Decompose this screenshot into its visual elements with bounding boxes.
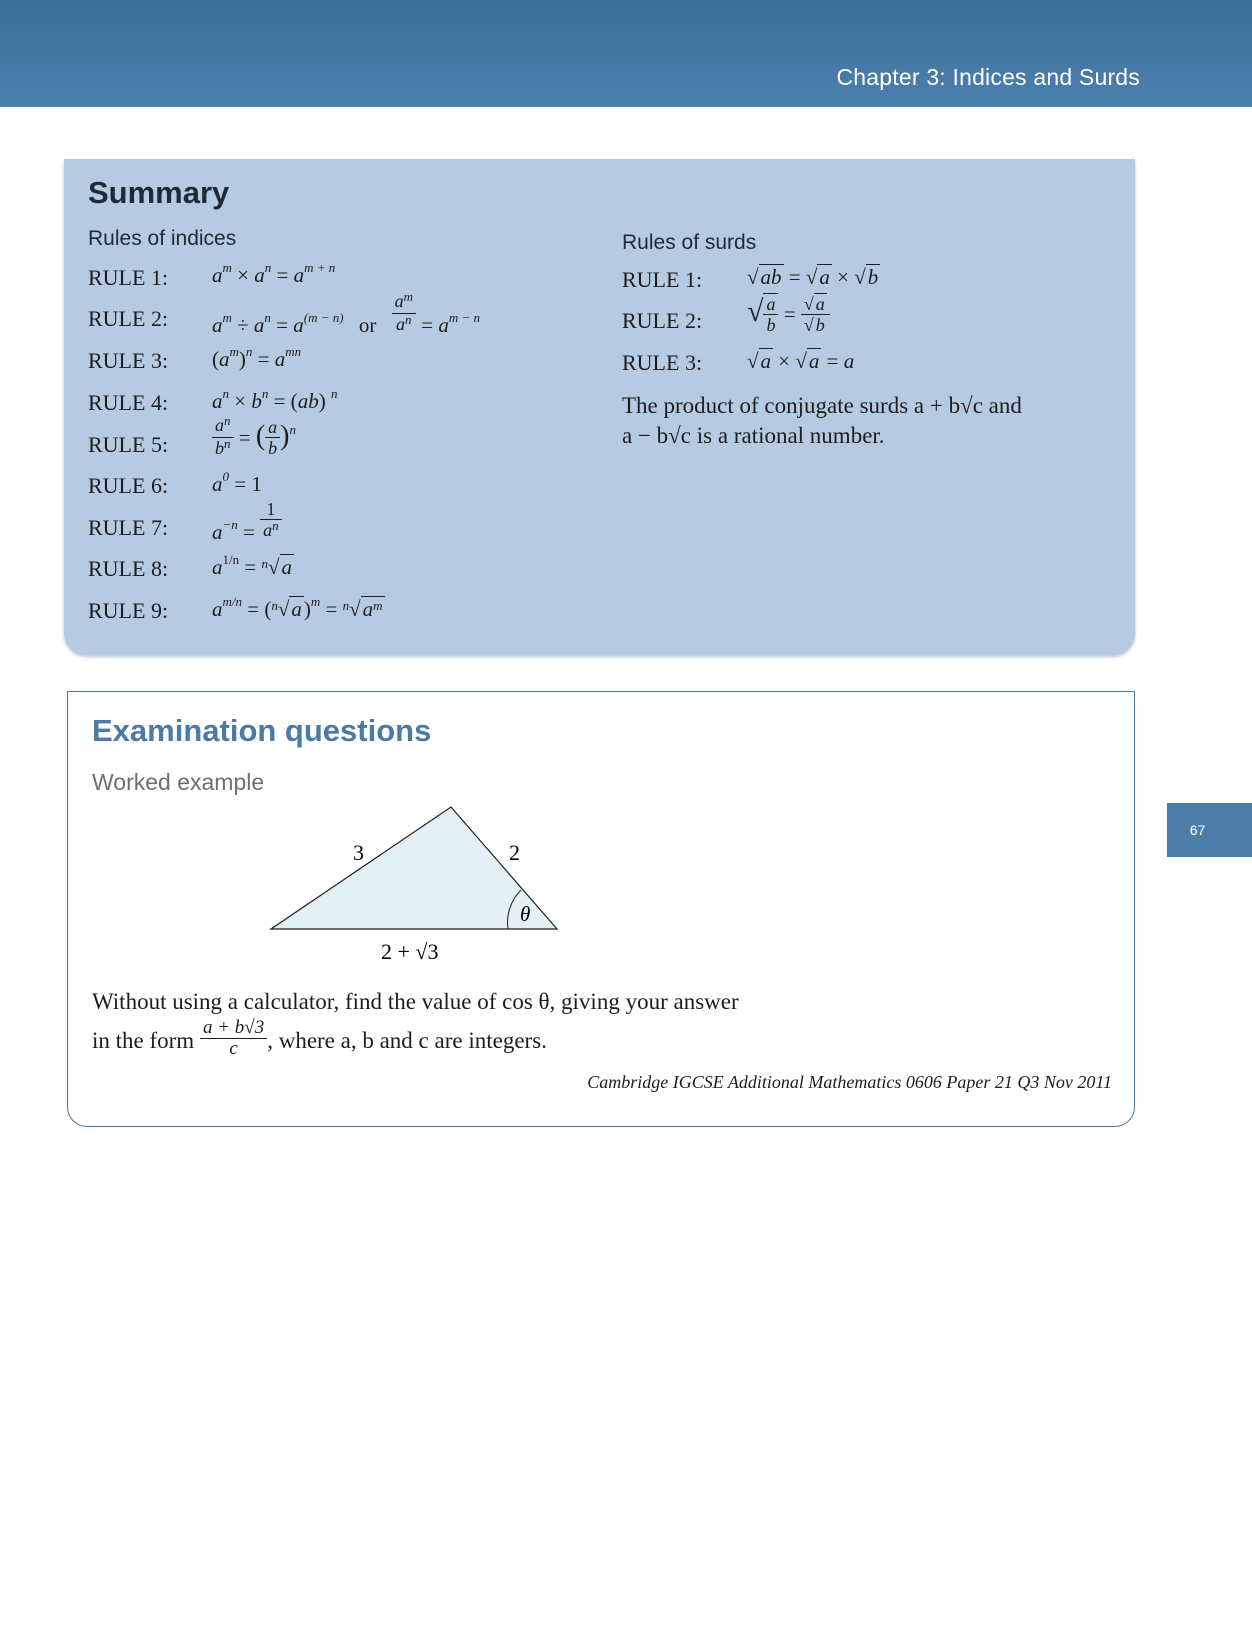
formula-index-rule-2: $a^m \div a^n = a^{(m - n)}$ or $\frac{a^m}{a^n}$ = $a^{m - n}$ — [212, 289, 480, 338]
formula-index-rule-3: $(a^m)^n = a^{mn}$ — [212, 344, 302, 371]
indices-heading: Rules of indices — [88, 227, 237, 250]
triangle-diagram — [258, 802, 578, 972]
page-number: 67 — [1167, 803, 1252, 857]
conjugate-line-2: a − b√c is a rational number. — [622, 423, 885, 448]
index-rule-label: RULE 6: — [88, 473, 169, 498]
source-citation: Cambridge IGCSE Additional Mathematics 0606 Paper 21 Q3 Nov 2011 — [587, 1072, 1112, 1092]
index-rule-label: RULE 4: — [88, 390, 169, 415]
question-line-1: Without using a calculator, find the value of cos θ, giving your answer — [92, 989, 739, 1014]
question-fraction-numerator: a + b√3 — [200, 1018, 267, 1039]
summary-title: Summary — [88, 175, 230, 210]
triangle-shape — [271, 807, 557, 929]
conjugate-line-1: The product of conjugate surds a + b√c and — [622, 393, 1022, 418]
surds-heading: Rules of surds — [622, 231, 757, 254]
worked-example-heading: Worked example — [92, 769, 265, 795]
index-rule-label: RULE 1: — [88, 265, 169, 290]
formula-index-rule-8: $a^{1/n} = ^n√a$ — [212, 552, 292, 579]
exam-box — [67, 691, 1135, 1127]
question-line-2 — [92, 1017, 547, 1063]
index-rule-label: RULE 8: — [88, 556, 169, 581]
surd-rule-label: RULE 3: — [622, 350, 703, 375]
formula-surd-rule-2: √ $\frac{a}{b}$ = $\frac{√ a}{√ b}$ — [747, 295, 830, 337]
formula-index-rule-9: $a^{m/n} = (^n√a)^m = ^n√a^m$ — [212, 594, 383, 621]
side-right-label: 2 — [509, 840, 520, 865]
formula-index-rule-7: $a^{-n}$ = $\frac{1}{a^n}$ — [212, 501, 282, 544]
formula-index-rule-5: $\frac{a^n}{b^n}$ = ( $\frac{a}{b}$ )$^n$ — [212, 417, 296, 462]
question-prefix: in the form — [92, 1027, 195, 1053]
chapter-title: Chapter 3: Indices and Surds — [836, 64, 1140, 90]
formula-surd-rule-3: √a × √a = a — [747, 349, 855, 373]
formula-index-rule-6: $a^0 = 1$ — [212, 469, 262, 496]
index-rule-label: RULE 7: — [88, 515, 169, 540]
index-rule-label: RULE 9: — [88, 598, 169, 623]
summary-box — [64, 159, 1135, 655]
side-left-label: 3 — [353, 840, 364, 865]
index-rule-label: RULE 2: — [88, 306, 169, 331]
index-rule-label: RULE 5: — [88, 432, 169, 457]
conjugate-surds-note — [622, 391, 1082, 451]
formula-index-rule-4: $a^n \times b^n = (ab)$ $^n$ — [212, 386, 338, 413]
header-band — [0, 0, 1252, 107]
base-label: 2 + √3 — [381, 939, 439, 964]
exam-title: Examination questions — [92, 713, 432, 748]
surd-rule-label: RULE 1: — [622, 267, 703, 292]
formula-index-rule-1: $a^m \times a^n = a^{m + n}$ — [212, 260, 336, 287]
angle-label: θ — [520, 902, 531, 926]
or-text: or — [358, 313, 377, 338]
surd-rule-label: RULE 2: — [622, 308, 703, 333]
question-suffix: , where a, b and c are integers. — [267, 1027, 547, 1053]
index-rule-label: RULE 3: — [88, 348, 169, 373]
formula-surd-rule-1: √ab = √a × √b — [747, 265, 879, 289]
question-fraction-denominator: c — [229, 1038, 238, 1059]
